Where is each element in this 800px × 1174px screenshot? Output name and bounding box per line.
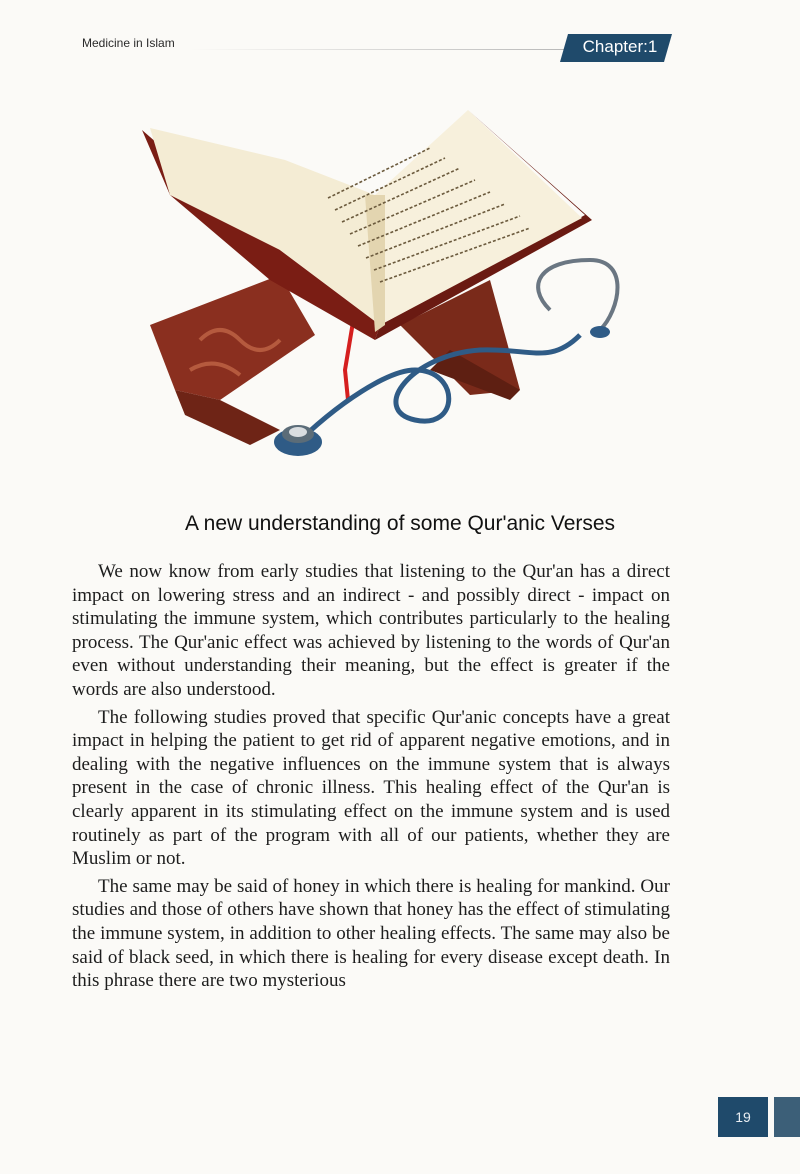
section-title: A new understanding of some Qur'anic Verses (184, 512, 616, 535)
paragraph-3: The same may be said of honey in which there is healing for mankind. Our studies and those of others have shown that honey has the effect of stimulating the immune system, in addition to other healing effects. The same may also be said of black seed, in which there is healing for every disease except death. In this phrase there are two mysterious (72, 875, 670, 992)
header-rule (190, 49, 570, 50)
chapter-label: Chapter:1 (582, 37, 658, 56)
quran-on-stand-with-stethoscope-icon (130, 100, 630, 480)
running-header-title: Medicine in Islam (82, 36, 175, 50)
paragraph-1: We now know from early studies that listening to the Qur'an has a direct impact on lowering stress and an indirect - and possibly direct - impact on stimulating the immune system, which contributes particularly to the healing process. The Qur'anic effect was achieved by listening to the words of Qur'an even without understanding their meaning, but the effect is greater if the words are also understood. (72, 561, 670, 700)
page-number: 19 (718, 1097, 768, 1137)
paragraph-2: The following studies proved that specific Qur'anic concepts have a great impact in helping the patient to get rid of apparent negative emotions, and in dealing with the negative influences on the immune system that is always present in the case of chronic illness. This healing effect of the Qur'an is clearly apparent in its stimulating effect on the immune system and is used routinely as part of the program with all of our patients, whether they are Muslim or not. (72, 706, 670, 870)
chapter-badge (560, 34, 672, 62)
quran-stethoscope-illustration (130, 100, 630, 480)
page-edge-strip (774, 1097, 800, 1137)
body-text (72, 560, 670, 997)
